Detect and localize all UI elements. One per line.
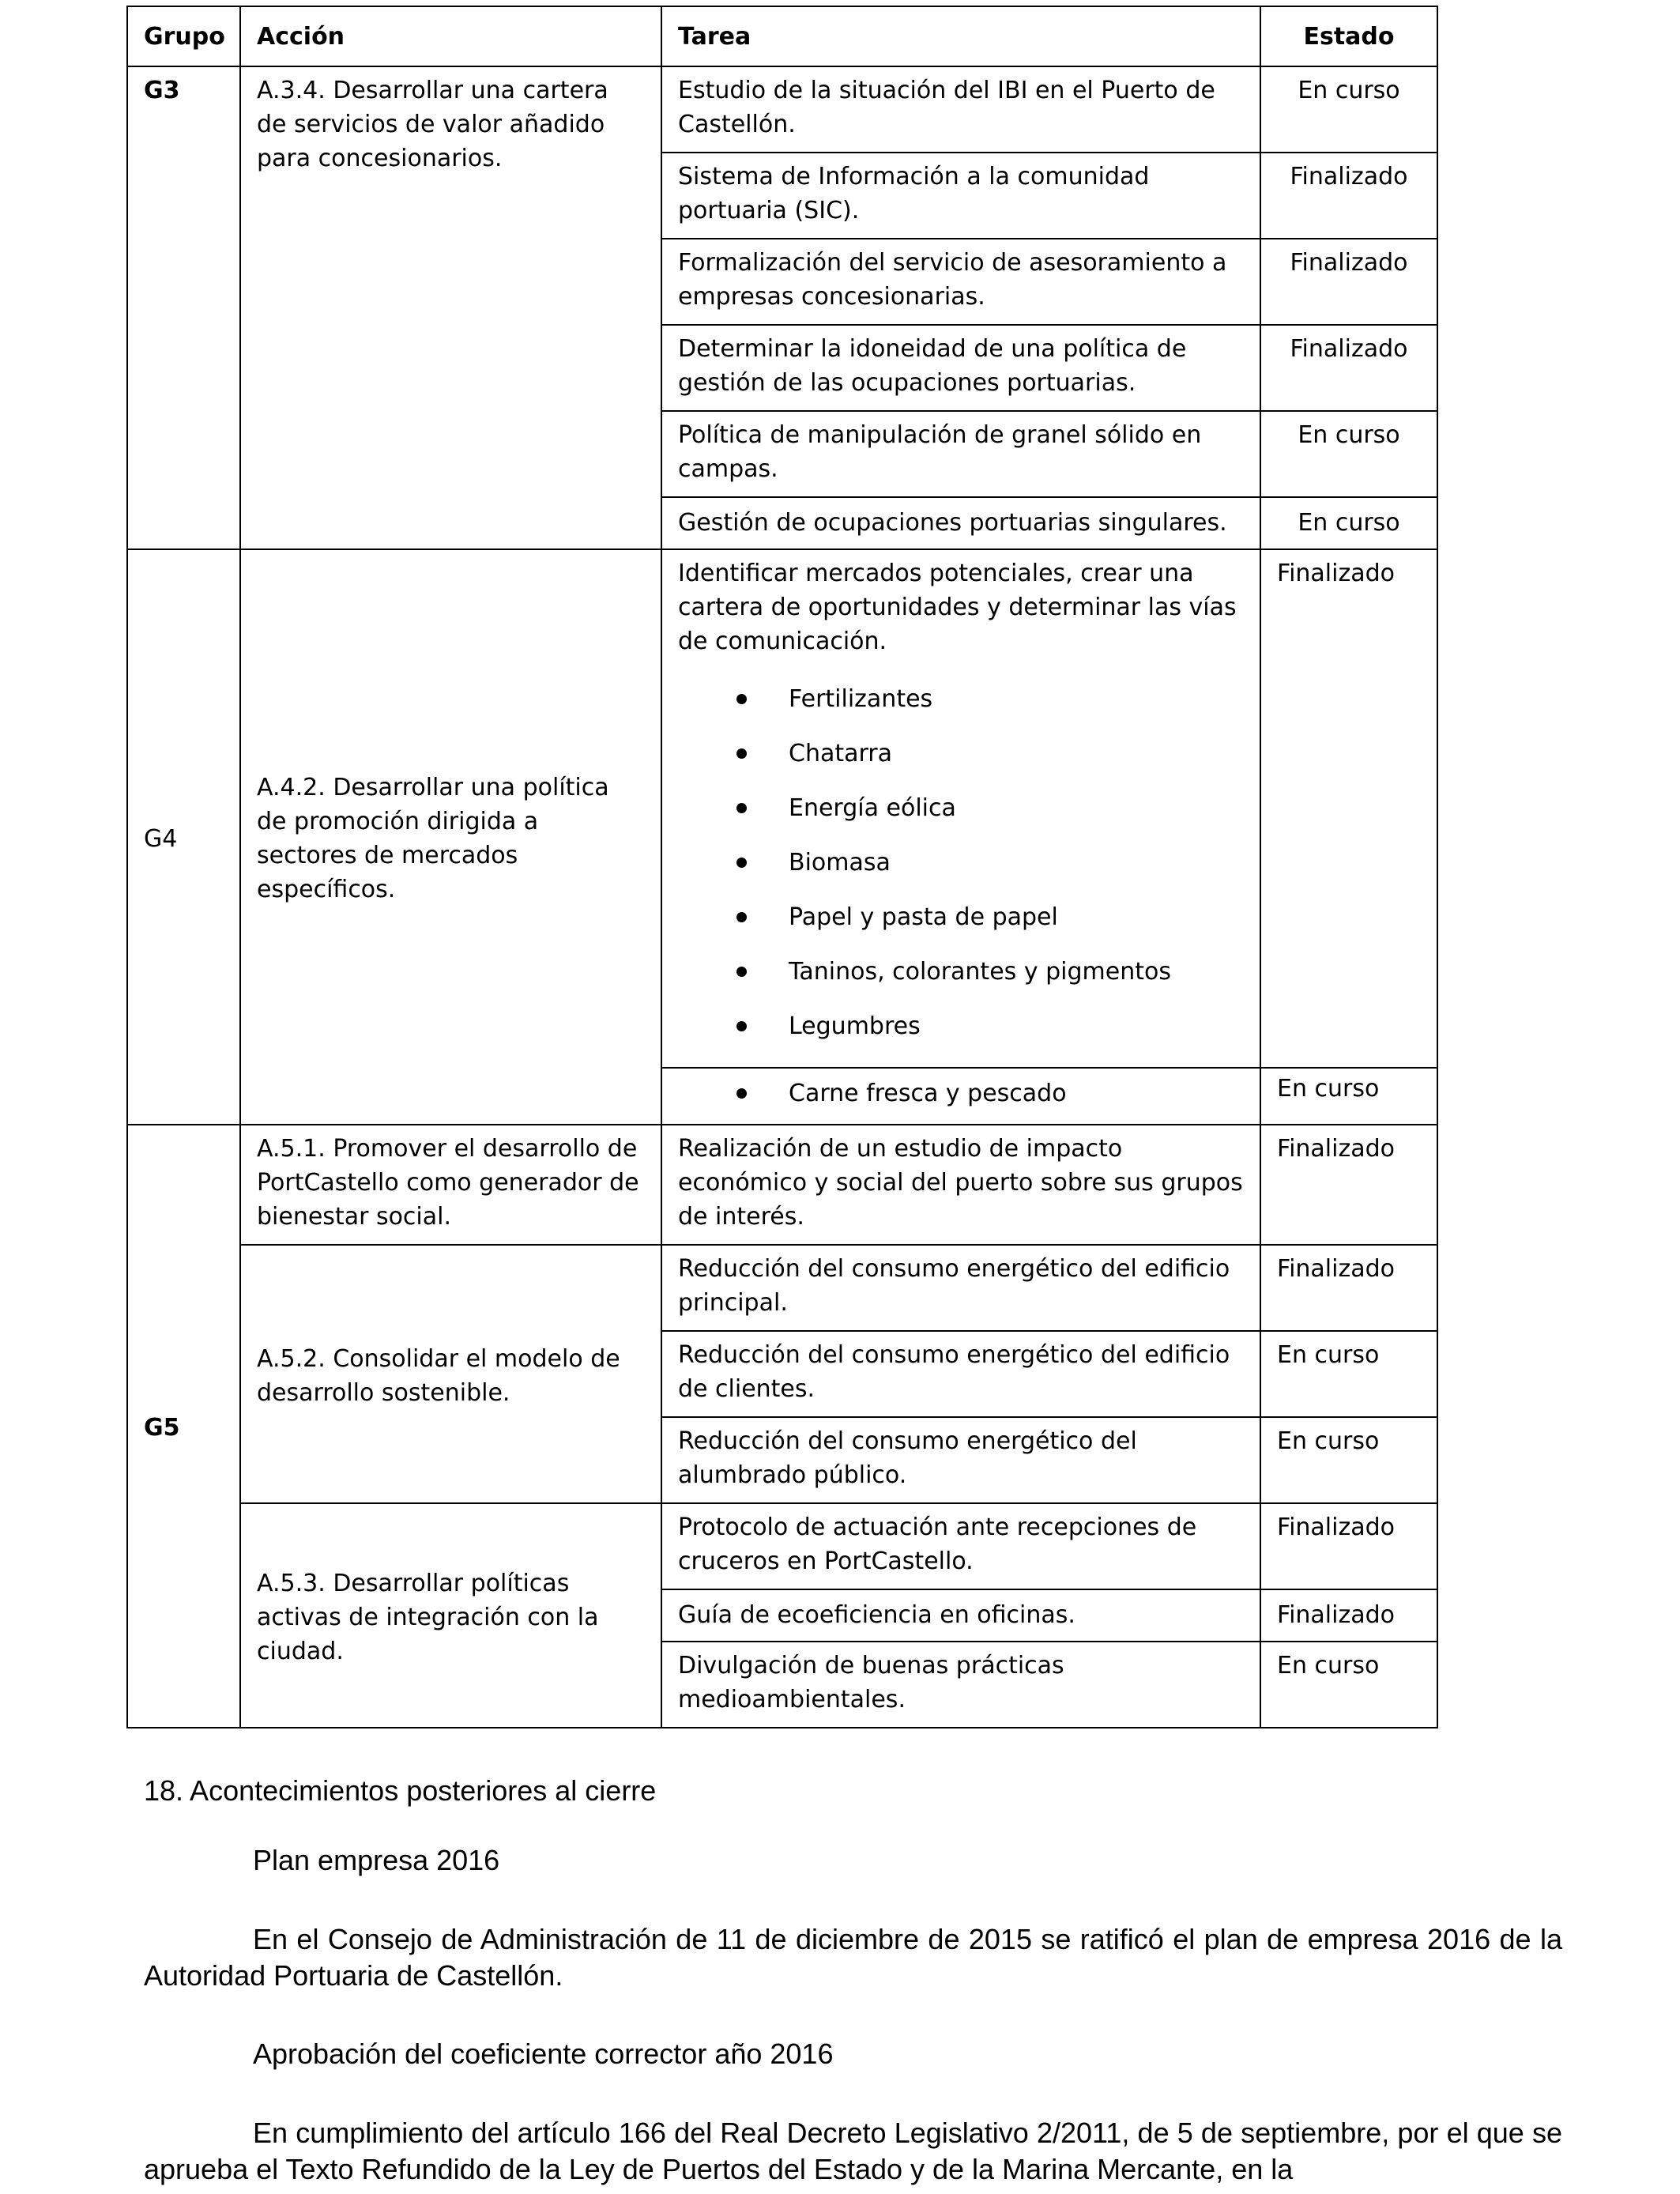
task-cell: Determinar la idoneidad de una política de gestión de las ocupaciones portuarias.: [661, 325, 1260, 411]
status-cell: Finalizado: [1260, 1245, 1437, 1331]
list-item: Papel y pasta de papel: [678, 900, 1244, 955]
action-cell-a52: A.5.2. Consolidar el modelo de desarrollo sostenible.: [240, 1245, 661, 1503]
status-cell: Finalizado: [1260, 549, 1437, 1068]
table-header-row: [127, 6, 1437, 66]
task-cell: Formalización del servicio de asesoramiento a empresas concesionarias.: [661, 239, 1260, 325]
list-item: Fertilizantes: [678, 682, 1244, 737]
header-tarea: Tarea: [661, 6, 1260, 66]
status-cell: En curso: [1260, 66, 1437, 153]
table-row: [127, 1245, 1437, 1331]
status-cell: En curso: [1260, 497, 1437, 549]
status-cell: En curso: [1260, 1642, 1437, 1728]
paragraph-coeficiente: [144, 2115, 1562, 2188]
list-item: Chatarra: [678, 737, 1244, 791]
table-row: [127, 1503, 1437, 1589]
status-cell: Finalizado: [1260, 325, 1437, 411]
header-grupo: Grupo: [127, 6, 240, 66]
task-cell: Reducción del consumo energético del edificio de clientes.: [661, 1331, 1260, 1417]
header-estado: Estado: [1260, 6, 1437, 66]
list-item: Carne fresca y pescado: [678, 1076, 1244, 1110]
task-cell: Guía de ecoeficiencia en oficinas.: [661, 1589, 1260, 1642]
task-cell: Gestión de ocupaciones portuarias singulares.: [661, 497, 1260, 549]
action-cell-a34: A.3.4. Desarrollar una cartera de servicios de valor añadido para concesionarios.: [240, 66, 661, 549]
list-item: Biomasa: [678, 846, 1244, 900]
status-cell: Finalizado: [1260, 239, 1437, 325]
paragraph-plan-empresa: [144, 1921, 1562, 1994]
status-cell: Finalizado: [1260, 153, 1437, 239]
status-cell: En curso: [1260, 1417, 1437, 1503]
header-accion: Acción: [240, 6, 661, 66]
task-cell: Política de manipulación de granel sólido en campas.: [661, 411, 1260, 497]
group-cell-g3: G3: [127, 66, 240, 549]
paragraph-text: En el Consejo de Administración de 11 de diciembre de 2015 se ratificó el plan de empresa 2016 de la Autoridad Portuaria de Castellón.: [144, 1923, 1562, 1992]
table-row: [127, 66, 1437, 153]
task-cell: Protocolo de actuación ante recepciones de cruceros en PortCastello.: [661, 1503, 1260, 1589]
status-cell: En curso: [1260, 411, 1437, 497]
section-heading: 18. Acontecimientos posteriores al cierre: [144, 1774, 657, 1807]
group-cell-g4: G4: [127, 549, 240, 1125]
paragraph-text: En cumplimiento del artículo 166 del Real Decreto Legislativo 2/2011, de 5 de septiembre, por el que se aprueba el Texto Refundido de la Ley de Puertos del Estado y de la Marina Mercante, en la: [144, 2117, 1562, 2185]
action-cell-a51: A.5.1. Promover el desarrollo de PortCastello como generador de bienestar social.: [240, 1125, 661, 1245]
subheading-plan-empresa: Plan empresa 2016: [253, 1844, 500, 1876]
status-cell: En curso: [1260, 1331, 1437, 1417]
task-cell-markets: [661, 549, 1260, 1068]
list-item: Taninos, colorantes y pigmentos: [678, 955, 1244, 1009]
task-cell: Reducción del consumo energético del alumbrado público.: [661, 1417, 1260, 1503]
group-cell-g5: G5: [127, 1125, 240, 1728]
task-cell: [661, 1068, 1260, 1125]
list-item: Legumbres: [678, 1009, 1244, 1064]
status-cell: Finalizado: [1260, 1503, 1437, 1589]
actions-status-table: [126, 6, 1438, 1728]
task-cell: Divulgación de buenas prácticas medioambientales.: [661, 1642, 1260, 1728]
list-item: Energía eólica: [678, 791, 1244, 846]
table-row: [127, 549, 1437, 1068]
action-cell-a53: A.5.3. Desarrollar políticas activas de integración con la ciudad.: [240, 1503, 661, 1728]
task-intro: Identificar mercados potenciales, crear una cartera de oportunidades y determinar las vías de comunicación.: [678, 560, 1237, 655]
task-cell: Realización de un estudio de impacto económico y social del puerto sobre sus grupos de interés.: [661, 1125, 1260, 1245]
action-cell-a42: A.4.2. Desarrollar una política de promoción dirigida a sectores de mercados específicos.: [240, 549, 661, 1125]
status-cell: Finalizado: [1260, 1125, 1437, 1245]
status-cell: Finalizado: [1260, 1589, 1437, 1642]
task-cell: Reducción del consumo energético del edificio principal.: [661, 1245, 1260, 1331]
status-cell: En curso: [1260, 1068, 1437, 1125]
market-list: [678, 682, 1244, 1064]
table-row: [127, 1125, 1437, 1245]
task-cell: Sistema de Información a la comunidad portuaria (SIC).: [661, 153, 1260, 239]
subheading-coeficiente: Aprobación del coeficiente corrector año 2016: [253, 2038, 834, 2070]
task-cell: Estudio de la situación del IBI en el Puerto de Castellón.: [661, 66, 1260, 153]
